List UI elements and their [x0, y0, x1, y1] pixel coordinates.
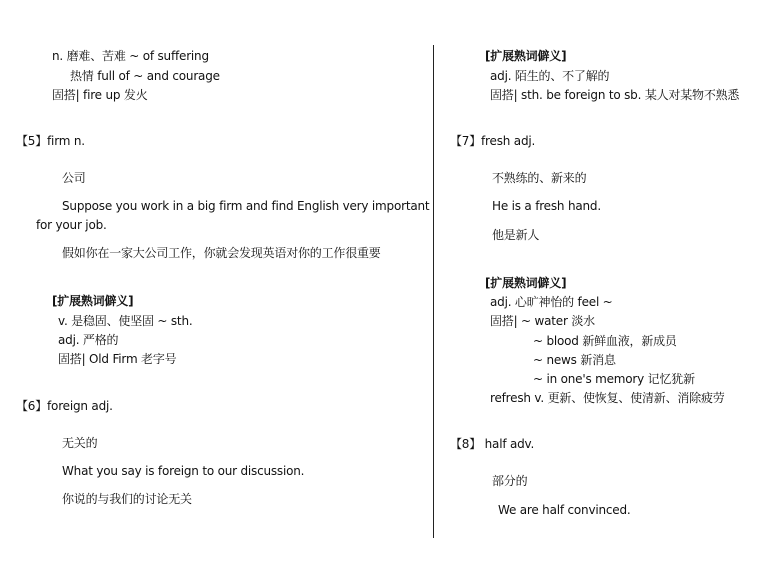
- firm-extension-collocation: 固搭| Old Firm 老字号: [58, 352, 177, 366]
- half-example-en: We are half convinced.: [498, 503, 631, 517]
- column-divider: [433, 45, 434, 538]
- fresh-memory-line: ~ in one's memory 记忆犹新: [533, 372, 695, 386]
- fresh-example-cn: 他是新人: [492, 228, 540, 242]
- courage-line: 热情 full of ~ and courage: [70, 69, 220, 83]
- refresh-line: refresh v. 更新、使恢复、使清新、消除疲劳: [490, 391, 725, 405]
- entry-heading-foreign: 【6】foreign adj.: [16, 399, 113, 413]
- fire-up-collocation: 固搭| fire up 发火: [52, 88, 148, 102]
- fresh-blood-line: ~ blood 新鲜血液，新成员: [533, 334, 677, 348]
- fresh-news-line: ~ news 新消息: [533, 353, 616, 367]
- foreign-meaning: 无关的: [62, 436, 98, 450]
- firm-extension-title: [扩展熟词僻义]: [52, 294, 134, 308]
- firm-example-en-1: Suppose you work in a big firm and find English very important: [62, 199, 430, 213]
- fresh-meaning: 不熟练的、新来的: [492, 171, 587, 185]
- fresh-extension-adj: adj. 心旷神怡的 feel ~: [490, 295, 613, 309]
- firm-example-cn: 假如你在一家大公司工作，你就会发现英语对你的工作很重要: [62, 246, 381, 260]
- foreign-extension-collocation: 固搭| sth. be foreign to sb. 某人对某物不熟悉: [490, 88, 740, 102]
- fresh-example-en: He is a fresh hand.: [492, 199, 601, 213]
- foreign-extension-adj: adj. 陌生的、不了解的: [490, 69, 610, 83]
- foreign-example-cn: 你说的与我们的讨论无关: [62, 492, 192, 506]
- firm-extension-verb: v. 是稳固、使坚固 ~ sth.: [58, 314, 193, 328]
- entry-heading-fresh: 【7】fresh adj.: [450, 134, 536, 148]
- foreign-extension-title: [扩展熟词僻义]: [485, 49, 567, 63]
- foreign-example-en: What you say is foreign to our discussion.: [62, 464, 305, 478]
- entry-heading-firm: 【5】firm n.: [16, 134, 85, 148]
- firm-extension-adj: adj. 严格的: [58, 333, 119, 347]
- entry-heading-half: 【8】 half adv.: [450, 437, 535, 451]
- half-meaning: 部分的: [492, 474, 528, 488]
- fresh-extension-collocation: 固搭| ~ water 淡水: [490, 314, 595, 328]
- suffering-line: n. 磨难、苦难 ~ of suffering: [52, 49, 209, 63]
- fresh-extension-title: [扩展熟词僻义]: [485, 276, 567, 290]
- firm-example-en-2: for your job.: [36, 218, 107, 232]
- firm-meaning: 公司: [62, 171, 86, 185]
